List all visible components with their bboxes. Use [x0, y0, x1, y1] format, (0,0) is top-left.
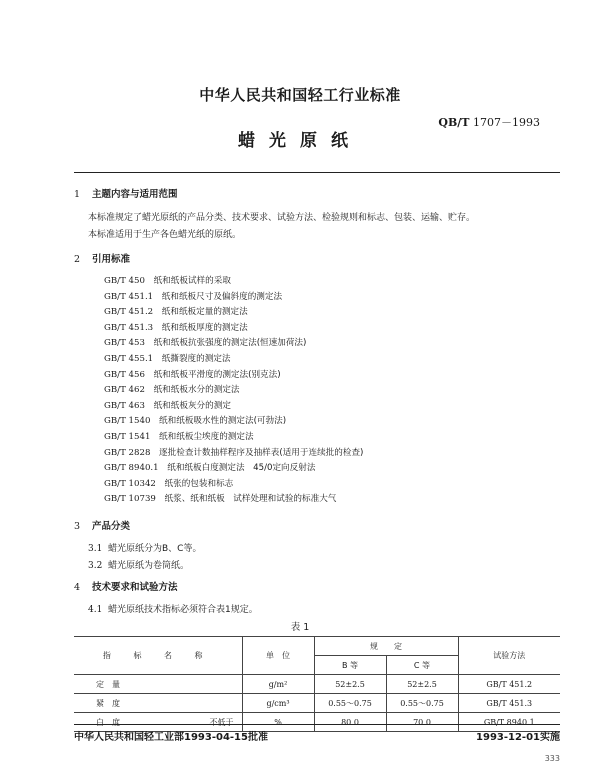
- reference-title: 纸和纸板抗张强度的测定法(恒速加荷法): [153, 338, 307, 349]
- reference-title: 纸和纸板厚度的测定法: [161, 322, 248, 333]
- cell-grade-b: 80.0: [314, 713, 386, 732]
- reference-item: [104, 321, 248, 333]
- standard-code-prefix: QB/T: [438, 116, 470, 129]
- header-grade-b: B 等: [314, 656, 386, 675]
- cell-grade-b: 0.55～0.75: [314, 694, 386, 713]
- reference-title: 纸和纸板白度测定法 45/0定向反射法: [167, 463, 316, 474]
- reference-code: GB/T 2828: [104, 447, 151, 458]
- cell-test-method: GB/T 451.3: [458, 694, 560, 713]
- reference-code: GB/T 451.2: [104, 307, 154, 318]
- reference-item: [104, 446, 363, 458]
- cell-grade-c: 0.55～0.75: [386, 694, 458, 713]
- section-number: 4: [74, 582, 81, 593]
- reference-item: [104, 305, 248, 317]
- table-row: [74, 675, 560, 694]
- reference-item: [104, 430, 254, 442]
- cell-unit: g/cm³: [242, 694, 314, 713]
- cell-test-method: GB/T 8940.1: [458, 713, 560, 732]
- reference-title: 纸和纸板尺寸及偏斜度的测定法: [161, 291, 283, 302]
- reference-title: 纸和纸板尘埃度的测定法: [159, 432, 254, 442]
- reference-code: GB/T 455.1: [104, 354, 154, 364]
- section-title: 引用标准: [92, 254, 131, 265]
- clause-text: 蜡光原纸分为B、C等。: [108, 544, 202, 554]
- reference-item: [104, 414, 286, 426]
- table-header-row: [74, 637, 560, 656]
- header-specification: 规 定: [314, 637, 458, 656]
- header-test-method: 试验方法: [458, 637, 560, 675]
- reference-code: GB/T 451.3: [104, 322, 154, 333]
- implementation-date: 1993-12-01实施: [476, 732, 560, 743]
- clause-3-1: [88, 541, 201, 554]
- indicator-name: 白 度: [96, 717, 120, 727]
- spacer: [153, 354, 162, 364]
- clause-text: 蜡光原纸为卷筒纸。: [108, 561, 190, 571]
- reference-title: 纸浆、纸和纸板 试样处理和试验的标准大气: [164, 494, 337, 505]
- section-1-heading: [74, 186, 178, 200]
- reference-item: [104, 368, 281, 380]
- reference-code: GB/T 10739: [104, 494, 156, 505]
- reference-title: 纸和纸板吸水性的测定法(可勃法): [159, 416, 287, 427]
- section-3-heading: [74, 518, 130, 532]
- clause-4-1: [88, 602, 258, 615]
- clause-number: 4.1: [88, 605, 103, 615]
- spacer: [150, 432, 159, 442]
- reference-title: 纸和纸板灰分的测定: [153, 400, 231, 411]
- document-title: 蜡光原纸: [238, 131, 362, 151]
- header-divider: [74, 172, 560, 173]
- reference-title: 纸张的包装和标志: [164, 478, 234, 489]
- cell-test-method: GB/T 451.2: [458, 675, 560, 694]
- reference-title: 纸和纸板试样的采取: [153, 276, 231, 286]
- cell-grade-c: 70.0: [386, 713, 458, 732]
- reference-code: GB/T 1540: [104, 416, 151, 427]
- spacer: [156, 479, 165, 489]
- page-number: 333: [544, 754, 560, 763]
- reference-item: [104, 399, 231, 411]
- reference-item: [104, 461, 315, 473]
- section-title: 技术要求和试验方法: [92, 582, 178, 593]
- specification-table: [74, 636, 560, 732]
- spacer: [145, 276, 154, 286]
- indicator-qualifier: 不低于: [209, 717, 234, 727]
- spacer: [145, 370, 154, 380]
- spacer: [150, 448, 159, 458]
- header-unit: 单 位: [242, 637, 314, 675]
- cell-grade-c: 52±2.5: [386, 675, 458, 694]
- header-grade-c: C 等: [386, 656, 458, 675]
- reference-item: [104, 477, 233, 489]
- reference-title: 纸撕裂度的测定法: [161, 354, 231, 364]
- section-1-paragraph-1: 本标准规定了蜡光原纸的产品分类、技术要求、试验方法、检验规则和标志、包装、运输、贮存。: [88, 213, 476, 223]
- spacer: [159, 463, 168, 473]
- reference-item: [104, 290, 282, 302]
- standard-code-number: 1707－1993: [469, 116, 540, 129]
- section-number: 1: [74, 189, 81, 200]
- cell-indicator: [74, 694, 242, 713]
- reference-code: GB/T 10342: [104, 478, 156, 489]
- cell-indicator: [74, 675, 242, 694]
- section-2-heading: [74, 251, 130, 265]
- clause-number: 3.2: [88, 561, 103, 571]
- header-indicator-name: 指 标 名 称: [74, 637, 242, 675]
- spacer: [153, 307, 162, 317]
- indicator-name: 定 量: [96, 679, 120, 689]
- reference-code: GB/T 1541: [104, 432, 151, 442]
- clause-text: 蜡光原纸技术指标必须符合表1规定。: [108, 605, 258, 615]
- table-row: [74, 694, 560, 713]
- section-title: 产品分类: [92, 521, 131, 532]
- indicator-name: 紧 度: [96, 698, 120, 708]
- cell-grade-b: 52±2.5: [314, 675, 386, 694]
- reference-item: [104, 492, 336, 504]
- clause-number: 3.1: [88, 544, 103, 554]
- clause-3-2: [88, 558, 189, 571]
- reference-code: GB/T 453: [104, 338, 145, 349]
- spacer: [153, 292, 162, 302]
- reference-code: GB/T 450: [104, 276, 145, 286]
- reference-title: 纸和纸板平滑度的测定法(别克法): [153, 369, 281, 380]
- approval-statement: 中华人民共和国轻工业部1993-04-15批准: [74, 732, 268, 743]
- cell-unit: %: [242, 713, 314, 732]
- reference-title: 逐批检查计数抽样程序及抽样表(适用于连续批的检查): [159, 447, 364, 458]
- reference-code: GB/T 451.1: [104, 291, 154, 302]
- reference-code: GB/T 462: [104, 385, 145, 396]
- section-4-heading: [74, 579, 178, 593]
- reference-item: [104, 336, 306, 348]
- spacer: [145, 385, 154, 395]
- reference-code: GB/T 463: [104, 400, 145, 411]
- spacer: [156, 494, 165, 504]
- standard-series-title: 中华人民共和国轻工行业标准: [199, 86, 401, 104]
- section-number: 3: [74, 521, 81, 532]
- spacer: [153, 323, 162, 333]
- reference-code: GB/T 8940.1: [104, 463, 159, 474]
- spacer: [145, 338, 154, 348]
- reference-item: [104, 352, 231, 364]
- spacer: [145, 401, 154, 411]
- reference-title: 纸和纸板水分的测定法: [153, 385, 240, 396]
- section-title: 主题内容与适用范围: [92, 189, 178, 200]
- spacer: [150, 416, 159, 426]
- footer-divider: [74, 724, 560, 725]
- reference-title: 纸和纸板定量的测定法: [161, 307, 248, 318]
- reference-item: [104, 383, 240, 395]
- section-number: 2: [74, 254, 81, 265]
- section-1-paragraph-2: 本标准适用于生产各色蜡光纸的原纸。: [88, 230, 242, 240]
- reference-code: GB/T 456: [104, 369, 145, 380]
- table-caption: 表 1: [290, 622, 310, 633]
- cell-unit: g/m²: [242, 675, 314, 694]
- reference-item: [104, 274, 231, 286]
